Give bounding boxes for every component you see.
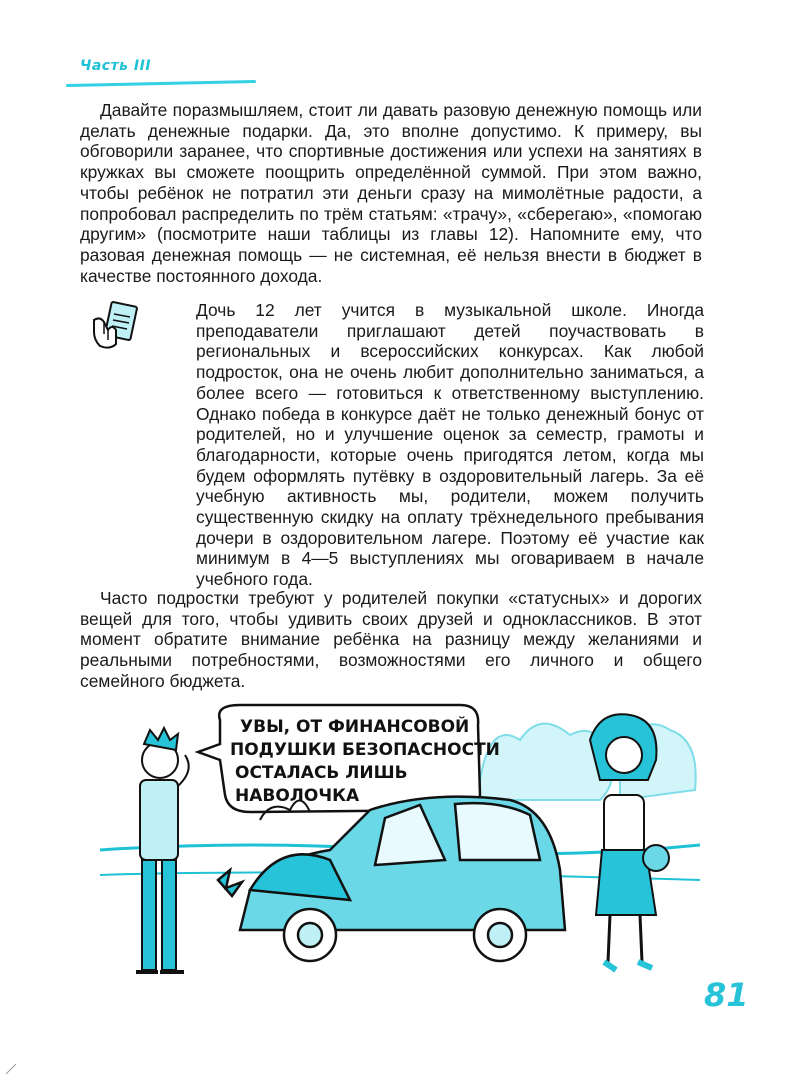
background-trees [480, 724, 696, 800]
section-label: Часть III [80, 58, 152, 74]
corner-crop-mark [4, 1062, 18, 1076]
speech-line-1: УВЫ, ОТ ФИНАНСОВОЙ [240, 717, 470, 737]
crashed-car [218, 797, 565, 961]
speech-line-3: ОСТАЛАСЬ ЛИШЬ [235, 763, 408, 783]
speech-line-2: ПОДУШКИ БЕЗОПАСНОСТИ [230, 740, 500, 760]
paragraph-status-purchases: Часто подростки требуют у родителей покупки «статусных» и дорогих вещей для того, чтобы удивить своих друзей и одноклассников. В этот момент обратите внимание ребёнка на разницу между желаниями и реальными потребностями, возможностями его личного и общего семейного бюджета. [80, 588, 702, 691]
illustration-car-crash [100, 700, 700, 990]
man-figure [136, 728, 189, 972]
example-text: Дочь 12 лет учится в музыкальной школе. Иногда преподаватели приглашают детей поучаствовать в региональных и всероссийских конкурсах. Как любой подросток, она не очень любит дополнительно заниматься, а более всего — готовиться к ответственному выступлению. Однако победа в конкурсе даёт не только денежный бонус от родителей, но и улучшение оценок за семестр, грамоты и благодарности, которые очень пригодятся летом, когда мы будем оформлять путёвку в оздоровительный лагерь. За её учебную активность мы, родители, можем получить существенную скидку на оплату трёхнедельного пребывания дочери в оздоровительном лагере. Поэтому её участие как минимум в 4—5 выступлениях мы оговариваем в начале учебного года. [196, 300, 704, 590]
page-number: 81 [704, 976, 749, 1014]
paragraph-intro: Давайте поразмышляем, стоит ли давать разовую денежную помощь или делать денежные подарки. Да, это вполне допустимо. К примеру, вы обговорили заранее, что спортивные достижения или успехи на занятиях в кружках вы сможете поощрить определённой суммой. При этом важно, чтобы ребёнок не потратил эти деньги сразу на мимолётные радости, а попробовал распределить по трём статьям: «трачу», «сберегаю», «помогаю другим» (посмотрите наши таблицы из главы 12). Напомните ему, что разовая денежная помощь — не системная, её нельзя внести в бюджет в качестве постоянного дохода. [80, 100, 702, 286]
speech-line-4: НАВОЛОЧКА [235, 786, 360, 806]
hand-holding-document-icon [90, 300, 140, 352]
section-underline [66, 80, 256, 87]
woman-figure [590, 714, 669, 970]
